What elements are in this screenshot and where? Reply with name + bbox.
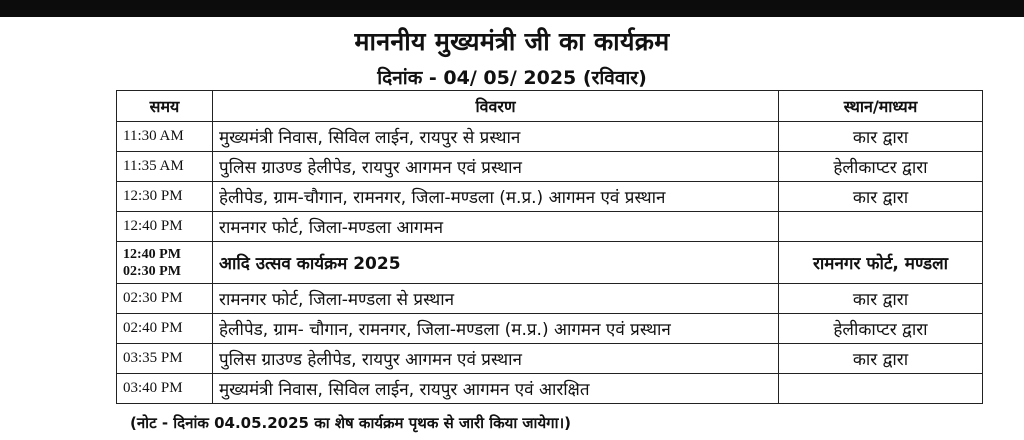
table-row: [117, 344, 983, 374]
top-dark-bar: [0, 0, 1024, 17]
table-row: [117, 374, 983, 404]
row-description: पुलिस ग्राउण्ड हेलीपेड, रायपुर आगमन एवं प्रस्थान: [213, 152, 779, 182]
row-mode: कार द्वारा: [779, 344, 983, 374]
row-description: आदि उत्सव कार्यक्रम 2025: [213, 242, 779, 284]
row-mode: [779, 374, 983, 404]
row-description: मुख्यमंत्री निवास, सिविल लाईन, रायपुर आगमन एवं आरक्षित: [213, 374, 779, 404]
row-mode: रामनगर फोर्ट, मण्डला: [779, 242, 983, 284]
row-mode: [779, 212, 983, 242]
table-row: [117, 122, 983, 152]
table-row: [117, 182, 983, 212]
table-row: [117, 242, 983, 284]
row-time: 12:30 PM: [117, 182, 213, 212]
row-description: रामनगर फोर्ट, जिला-मण्डला से प्रस्थान: [213, 284, 779, 314]
row-description: हेलीपेड, ग्राम- चौगान, रामनगर, जिला-मण्डला (म.प्र.) आगमन एवं प्रस्थान: [213, 314, 779, 344]
row-time-end: 02:30 PM: [123, 263, 181, 279]
header-place-mode: स्थान/माध्यम: [779, 91, 983, 122]
row-time-range: [117, 242, 213, 284]
row-description: रामनगर फोर्ट, जिला-मण्डला आगमन: [213, 212, 779, 242]
row-mode: कार द्वारा: [779, 284, 983, 314]
header-description: विवरण: [213, 91, 779, 122]
row-mode: हेलीकाप्टर द्वारा: [779, 314, 983, 344]
row-description: हेलीपेड, ग्राम-चौगान, रामनगर, जिला-मण्डला (म.प्र.) आगमन एवं प्रस्थान: [213, 182, 779, 212]
row-time: 12:40 PM: [117, 212, 213, 242]
row-description: मुख्यमंत्री निवास, सिविल लाईन, रायपुर से प्रस्थान: [213, 122, 779, 152]
document-date: दिनांक - 04/ 05/ 2025 (रविवार): [377, 67, 647, 89]
table-header-row: [117, 91, 983, 122]
row-time: 03:35 PM: [117, 344, 213, 374]
row-time: 02:30 PM: [117, 284, 213, 314]
row-description: पुलिस ग्राउण्ड हेलीपेड, रायपुर आगमन एवं प्रस्थान: [213, 344, 779, 374]
document-title: माननीय मुख्यमंत्री जी का कार्यक्रम: [354, 27, 670, 56]
row-time: 11:35 AM: [117, 152, 213, 182]
row-mode: कार द्वारा: [779, 122, 983, 152]
table-row: [117, 284, 983, 314]
row-mode: कार द्वारा: [779, 182, 983, 212]
row-time-start: 12:40 PM: [123, 246, 181, 262]
table-row: [117, 314, 983, 344]
row-time: 11:30 AM: [117, 122, 213, 152]
row-mode: हेलीकाप्टर द्वारा: [779, 152, 983, 182]
header-time: समय: [117, 91, 213, 122]
row-time: 03:40 PM: [117, 374, 213, 404]
footnote: (नोट - दिनांक 04.05.2025 का शेष कार्यक्रम पृथक से जारी किया जायेगा।): [130, 414, 572, 432]
table-row: [117, 212, 983, 242]
row-time: 02:40 PM: [117, 314, 213, 344]
schedule-table: [116, 90, 983, 404]
table-row: [117, 152, 983, 182]
